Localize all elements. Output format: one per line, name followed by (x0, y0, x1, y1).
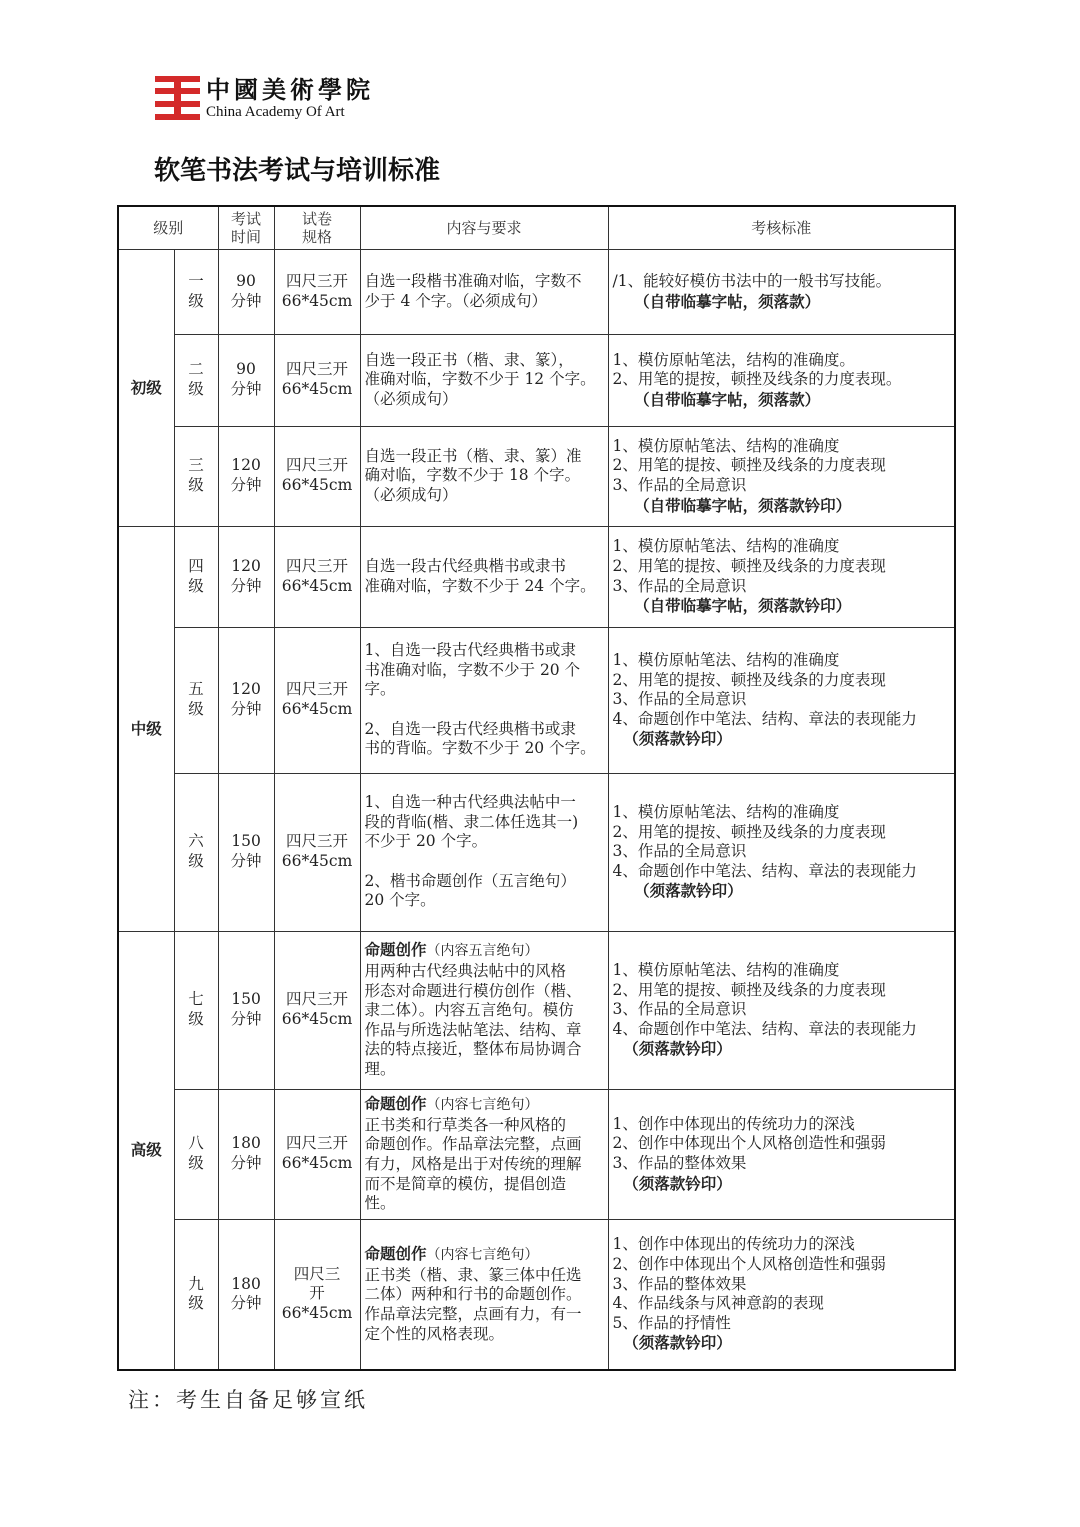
header-criteria: 考核标准 (608, 206, 955, 249)
criteria-text: 1、模仿原帖笔法、结构的准确度 2、用笔的提按、顿挫及线条的力度表现 3、作品的全局意识 4、命题创作中笔法、结构、章法的表现能力 (612, 961, 917, 1038)
content-note: （内容七言绝句） (426, 1247, 539, 1264)
content-text: 1、自选一段古代经典楷书或隶 书准确对临，字数不少于 20 个 字。 2、自选一段古代经典楷书或隶 书的背临。字数不少于 20 个字。 (364, 641, 596, 758)
paper-cell: 四尺三开 66*45cm (274, 249, 360, 334)
table-row (118, 931, 955, 1089)
criteria-cell (608, 773, 955, 931)
level-group: 高级 (118, 931, 174, 1370)
paper-cell: 四尺三开 66*45cm (274, 334, 360, 426)
grade-cell: 六 级 (174, 773, 218, 931)
content-cell (360, 627, 608, 773)
content-text: 自选一段古代经典楷书或隶书 准确对临，字数不少于 24 个字。 (364, 556, 596, 595)
criteria-requirement: （须落款钤印） (612, 881, 743, 901)
content-cell (360, 426, 608, 526)
criteria-requirement: （自带临摹字帖，须落款钤印） (612, 596, 852, 616)
footnote: 注：考生自备足够宣纸 (128, 1388, 368, 1412)
content-cell (360, 931, 608, 1089)
paper-cell: 四尺三 开 66*45cm (274, 1219, 360, 1370)
paper-cell: 四尺三开 66*45cm (274, 426, 360, 526)
time-cell: 120 分钟 (218, 426, 274, 526)
header-row (118, 206, 955, 249)
criteria-requirement: （须落款钤印） (612, 729, 732, 749)
time-cell: 180 分钟 (218, 1089, 274, 1219)
criteria-requirement: （须落款钤印） (612, 1333, 732, 1353)
grade-cell: 五 级 (174, 627, 218, 773)
paper-cell: 四尺三开 66*45cm (274, 931, 360, 1089)
criteria-cell (608, 426, 955, 526)
criteria-cell (608, 334, 955, 426)
table-row (118, 426, 955, 526)
content-cell (360, 773, 608, 931)
criteria-requirement: （须落款钤印） (612, 1173, 732, 1193)
logo (155, 76, 374, 120)
content-text: 1、自选一种古代经典法帖中一 段的背临(楷、隶二体任选其一) 不少于 20 个字。 2、楷书命题创作（五言绝句） 20 个字。 (364, 793, 579, 910)
content-title: 命题创作 (364, 1094, 427, 1114)
header-level: 级别 (118, 206, 218, 249)
grade-cell: 八 级 (174, 1089, 218, 1219)
content-note: （内容五言绝句） (426, 943, 539, 960)
table-row (118, 526, 955, 627)
criteria-cell (608, 1089, 955, 1219)
content-cell (360, 249, 608, 334)
table-row (118, 334, 955, 426)
content-text: 用两种古代经典法帖中的风格 形态对命题进行模仿创作（楷、 隶二体）。内容五言绝句。模仿 作品与所选法帖笔法、结构、章 法的特点接近，整体布局协调合 理。 (364, 962, 582, 1078)
criteria-text: 1、模仿原帖笔法、结构的准确度 2、用笔的提按、顿挫及线条的力度表现 3、作品的全局意识 (612, 436, 886, 494)
table-row (118, 1219, 955, 1370)
criteria-text: 1、创作中体现出的传统功力的深浅 2、创作中体现出个人风格创造性和强弱 3、作品的整体效果 (612, 1114, 886, 1172)
content-note: （内容七言绝句） (426, 1097, 539, 1114)
grade-cell: 三 级 (174, 426, 218, 526)
paper-cell: 四尺三开 66*45cm (274, 773, 360, 931)
paper-cell: 四尺三开 66*45cm (274, 627, 360, 773)
time-cell: 120 分钟 (218, 627, 274, 773)
level-group: 中级 (118, 526, 174, 931)
time-cell: 120 分钟 (218, 526, 274, 627)
content-cell (360, 1219, 608, 1370)
criteria-cell (608, 1219, 955, 1370)
criteria-text: 1、模仿原帖笔法、结构的准确度 2、用笔的提按、顿挫及线条的力度表现 3、作品的全局意识 (612, 537, 886, 595)
criteria-text: 1、模仿原帖笔法、结构的准确度 2、用笔的提按、顿挫及线条的力度表现 3、作品的全局意识 4、命题创作中笔法、结构、章法的表现能力 (612, 803, 917, 880)
content-title: 命题创作 (364, 940, 427, 960)
time-cell: 150 分钟 (218, 931, 274, 1089)
content-text: 自选一段正书（楷、隶、篆）准 确对临，字数不少于 18 个字。 （必须成句） (364, 446, 582, 504)
time-cell: 90 分钟 (218, 249, 274, 334)
header-paper: 试卷 规格 (274, 206, 360, 249)
content-cell (360, 1089, 608, 1219)
header-time: 考试 时间 (218, 206, 274, 249)
table-row (118, 773, 955, 931)
standards-table (117, 205, 956, 1371)
criteria-text: /1、能较好模仿书法中的一般书写技能。 (612, 271, 892, 290)
logo-chinese-name: 中國美術學院 (206, 75, 374, 104)
criteria-cell (608, 931, 955, 1089)
grade-cell: 二 级 (174, 334, 218, 426)
criteria-requirement: （自带临摹字帖，须落款） (612, 291, 821, 311)
time-cell: 90 分钟 (218, 334, 274, 426)
grade-cell: 一 级 (174, 249, 218, 334)
time-cell: 180 分钟 (218, 1219, 274, 1370)
grade-cell: 七 级 (174, 931, 218, 1089)
level-group: 初级 (118, 249, 174, 526)
logo-english-name: China Academy Of Art (206, 104, 345, 120)
criteria-cell (608, 627, 955, 773)
table-row (118, 249, 955, 334)
page-title: 软笔书法考试与培训标准 (154, 156, 441, 186)
logo-mark-icon (155, 76, 200, 120)
content-cell (360, 334, 608, 426)
content-title: 命题创作 (364, 1244, 427, 1264)
paper-cell: 四尺三开 66*45cm (274, 526, 360, 627)
content-text: 自选一段楷书准确对临，字数不 少于 4 个字。（必须成句） (364, 271, 582, 310)
content-cell (360, 526, 608, 627)
criteria-text: 1、创作中体现出的传统功力的深浅 2、创作中体现出个人风格创造性和强弱 3、作品的整体效果 4、作品线条与风神意韵的表现 5、作品的抒情性 (612, 1235, 886, 1332)
criteria-cell (608, 249, 955, 334)
table-row (118, 1089, 955, 1219)
criteria-text: 1、模仿原帖笔法，结构的准确度。 2、用笔的提按，顿挫及线条的力度表现。 (612, 350, 902, 389)
content-text: 正书类（楷、隶、篆三体中任选 二体）两种和行书的命题创作。 作品章法完整，点画有力，有一 定个性的风格表现。 (364, 1265, 582, 1343)
header-content: 内容与要求 (360, 206, 608, 249)
criteria-cell (608, 526, 955, 627)
grade-cell: 九 级 (174, 1219, 218, 1370)
content-text: 正书类和行草类各一种风格的 命题创作。作品章法完整，点画 有力，风格是出于对传统的理解 而不是简章的模仿，提倡创造 性。 (364, 1115, 582, 1213)
time-cell: 150 分钟 (218, 773, 274, 931)
criteria-requirement: （自带临摹字帖，须落款钤印） (612, 495, 852, 515)
criteria-text: 1、模仿原帖笔法、结构的准确度 2、用笔的提按、顿挫及线条的力度表现 3、作品的全局意识 4、命题创作中笔法、结构、章法的表现能力 (612, 651, 917, 728)
content-text: 自选一段正书（楷、隶、篆）， 准确对临，字数不少于 12 个字。 （必须成句） (364, 350, 596, 408)
table-row (118, 627, 955, 773)
paper-cell: 四尺三开 66*45cm (274, 1089, 360, 1219)
criteria-requirement: （须落款钤印） (612, 1039, 732, 1059)
grade-cell: 四 级 (174, 526, 218, 627)
criteria-requirement: （自带临摹字帖，须落款） (612, 389, 821, 409)
